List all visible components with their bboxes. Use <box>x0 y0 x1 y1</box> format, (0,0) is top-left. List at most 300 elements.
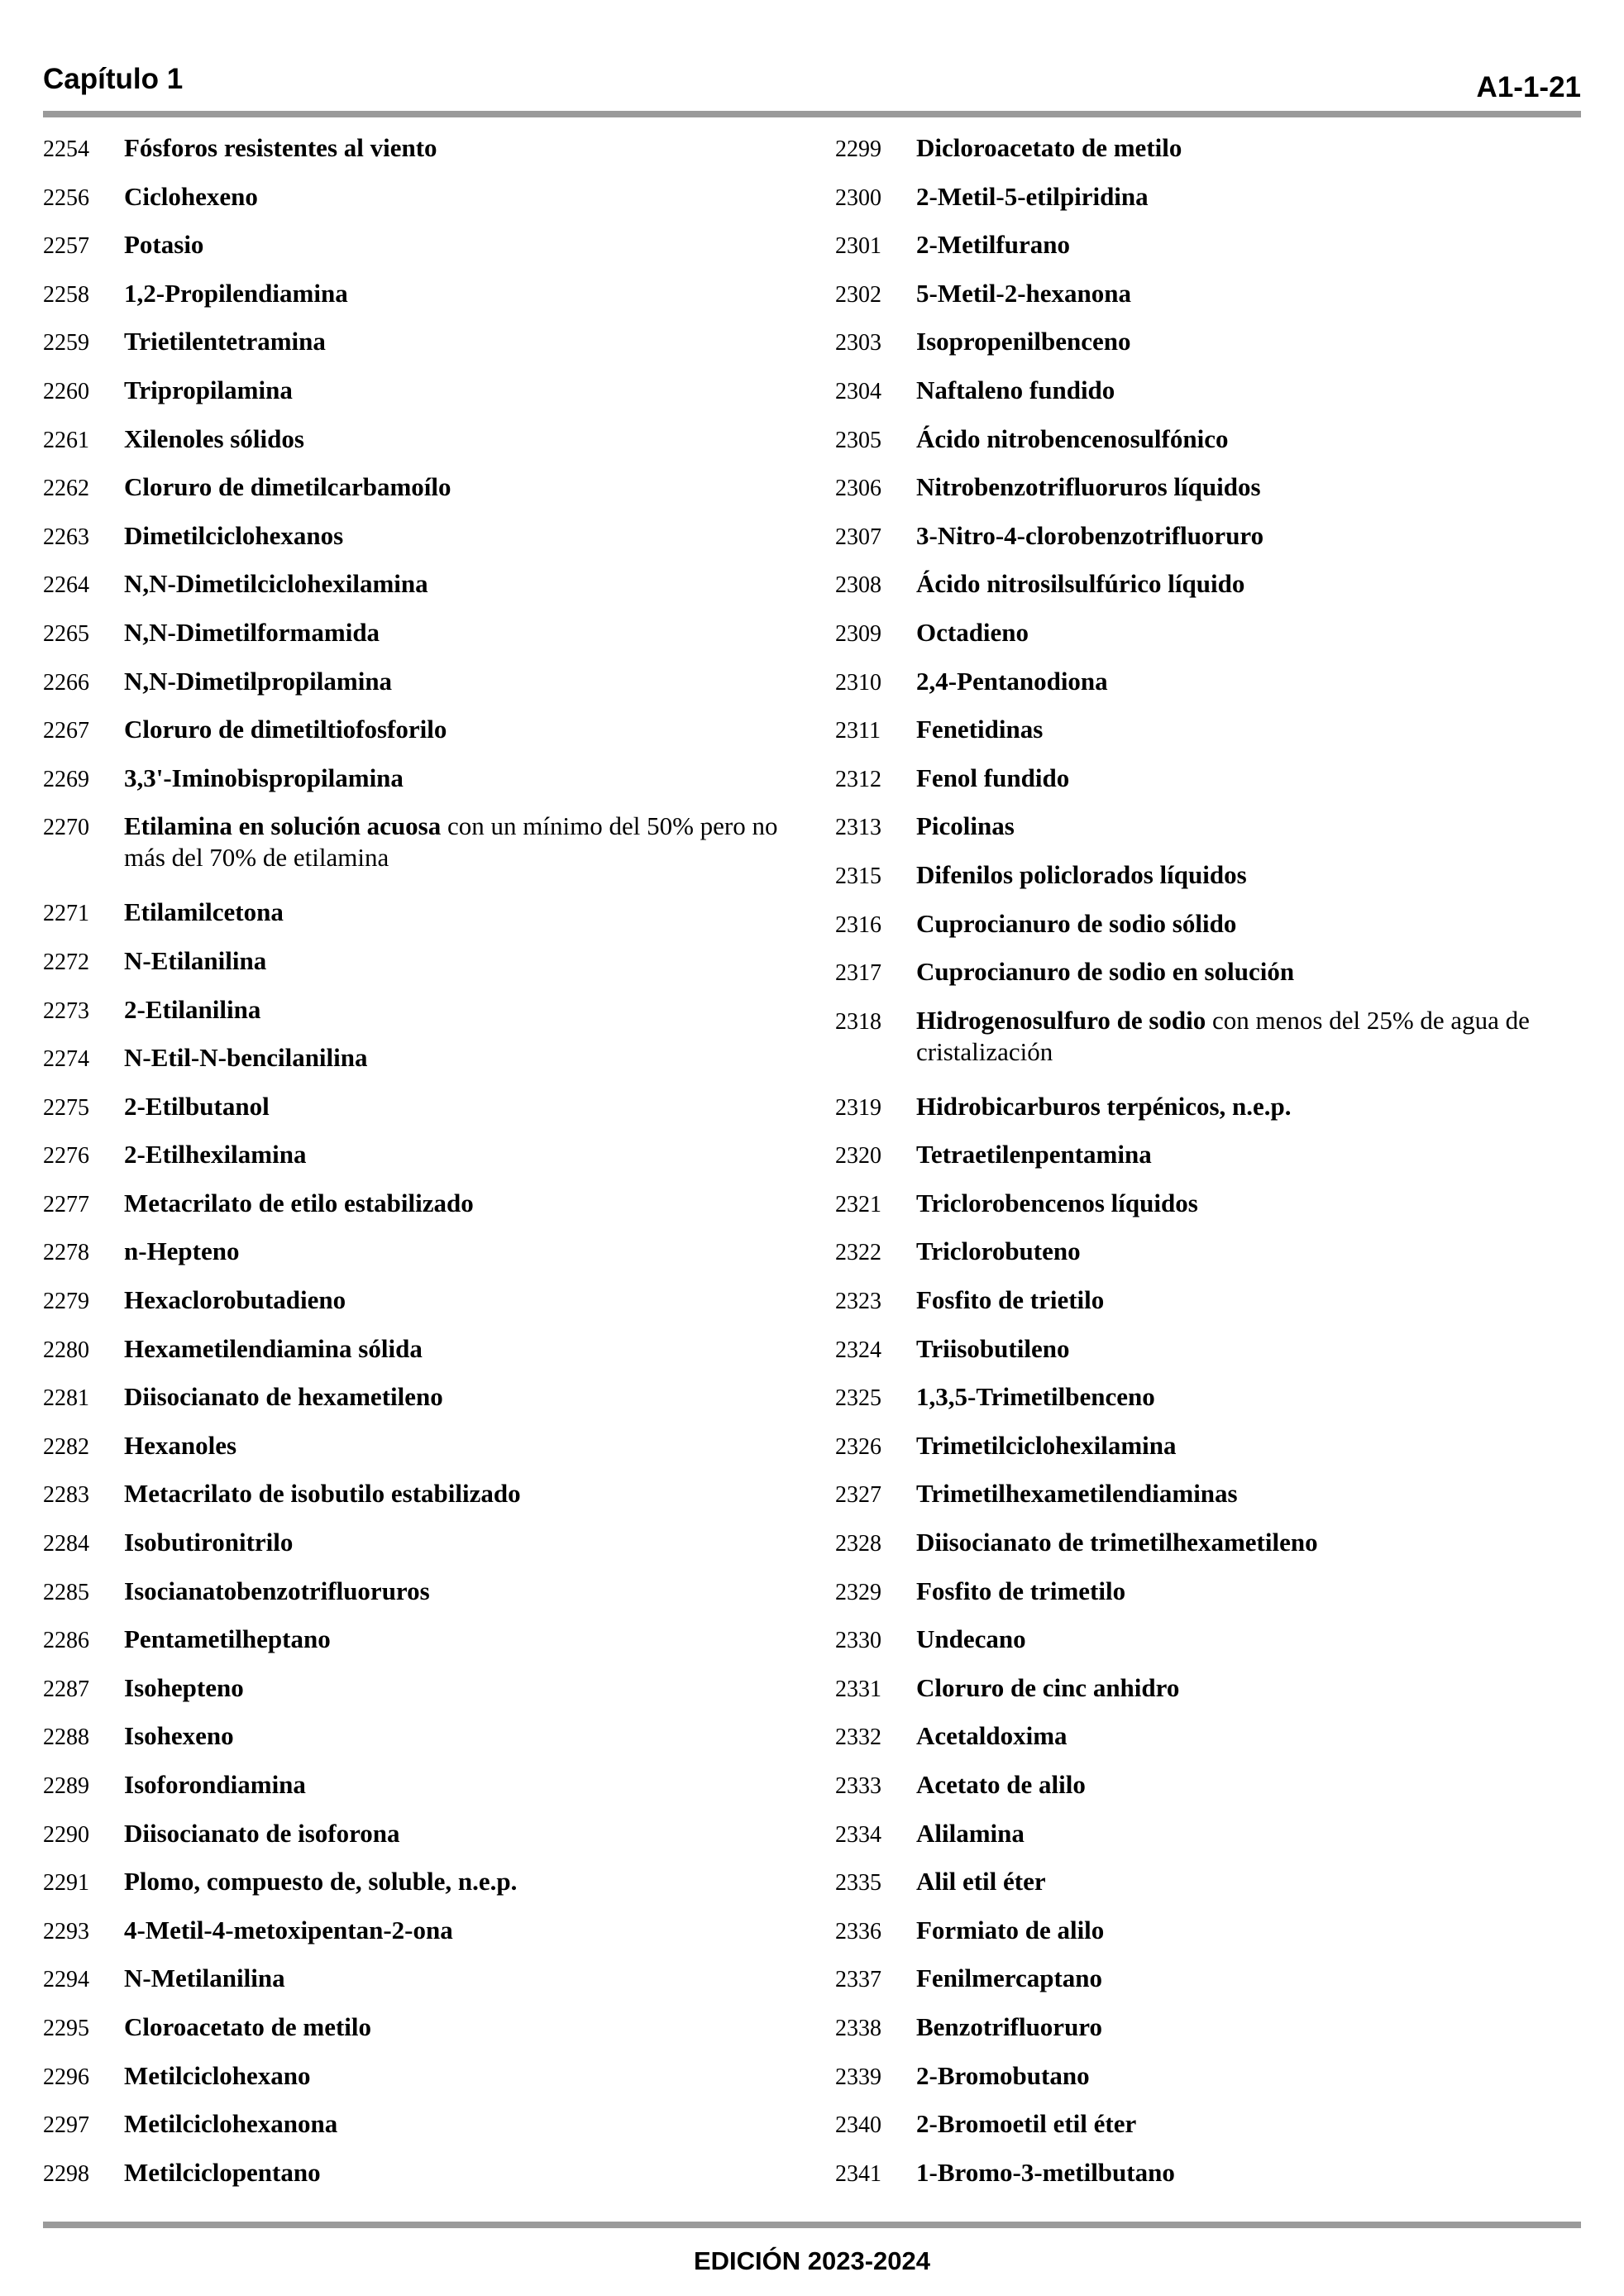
un-entry <box>835 1478 1579 1527</box>
un-number: 2336 <box>835 1918 881 1944</box>
substance-name-bold: 5-Metil-2-hexanona <box>916 278 1132 308</box>
substance-name <box>124 568 787 600</box>
substance-name-bold: Triclorobencenos líquidos <box>916 1188 1198 1217</box>
substance-name <box>916 1963 1579 1994</box>
un-number: 2295 <box>43 2015 89 2041</box>
un-entry <box>835 1091 1579 1140</box>
substance-name <box>124 520 787 552</box>
un-entry <box>835 666 1579 715</box>
un-number: 2256 <box>43 184 89 211</box>
un-entry <box>835 1381 1579 1430</box>
un-entry <box>43 1188 787 1236</box>
un-entry <box>835 1769 1579 1818</box>
un-entry <box>43 1818 787 1867</box>
substance-name-bold: Etilamina en solución acuosa <box>124 811 442 841</box>
un-number: 2312 <box>835 766 881 792</box>
substance-name <box>916 1576 1579 1607</box>
substance-name-bold: Cuprocianuro de sodio sólido <box>916 908 1237 938</box>
substance-name <box>124 2011 787 2043</box>
page-header <box>43 60 1581 112</box>
un-entry <box>43 326 787 375</box>
un-entry <box>43 2011 787 2060</box>
un-number: 2301 <box>835 233 881 260</box>
substance-qualifier: con un mínimo del 50% pero no más del 70% de etilamina <box>124 811 778 873</box>
un-number: 2306 <box>835 476 881 502</box>
un-entry <box>43 617 787 666</box>
un-number: 2266 <box>43 669 89 696</box>
substance-name <box>124 1333 787 1365</box>
un-number: 2311 <box>835 718 881 744</box>
substance-name <box>916 666 1579 697</box>
un-number: 2286 <box>43 1628 89 1654</box>
un-number: 2322 <box>835 1240 881 1266</box>
substance-name <box>916 1624 1579 1655</box>
substance-name <box>916 326 1579 357</box>
substance-name <box>916 714 1579 745</box>
un-number: 2259 <box>43 330 89 356</box>
substance-name-bold: 3-Nitro-4-clorobenzotrifluoruro <box>916 520 1264 550</box>
un-number: 2310 <box>835 669 881 696</box>
substance-name <box>124 1188 787 1219</box>
un-number: 2325 <box>835 1385 881 1412</box>
substance-name <box>916 1915 1579 1946</box>
substance-name-bold: Nitrobenzotrifluoruros líquidos <box>916 472 1261 502</box>
un-number: 2267 <box>43 718 89 744</box>
substance-name <box>916 2060 1579 2092</box>
substance-name <box>124 1478 787 1509</box>
substance-name <box>916 278 1579 309</box>
un-entry <box>835 2011 1579 2060</box>
substance-name-bold: Picolinas <box>916 811 1015 841</box>
substance-name <box>124 1624 787 1655</box>
substance-name-bold: Isocianatobenzotrifluoruros <box>124 1576 430 1605</box>
substance-name <box>124 375 787 406</box>
un-number: 2335 <box>835 1870 881 1897</box>
un-entry <box>43 1915 787 1964</box>
substance-name <box>916 471 1579 503</box>
substance-name-bold: 3,3'-Iminobispropilamina <box>124 763 404 792</box>
substance-name-bold: Naftaleno fundido <box>916 375 1115 404</box>
un-number: 2334 <box>835 1821 881 1848</box>
un-entry <box>43 229 787 278</box>
un-number: 2288 <box>43 1724 89 1751</box>
un-number: 2315 <box>835 863 881 889</box>
un-entry <box>835 229 1579 278</box>
substance-name-bold: Cloruro de cinc anhidro <box>916 1672 1180 1702</box>
substance-name <box>124 1818 787 1849</box>
substance-name <box>916 1381 1579 1413</box>
un-number: 2265 <box>43 620 89 647</box>
un-entry <box>43 1091 787 1140</box>
un-number: 2287 <box>43 1676 89 1702</box>
substance-name <box>916 1430 1579 1461</box>
un-number: 2302 <box>835 281 881 308</box>
un-number: 2282 <box>43 1433 89 1460</box>
substance-name <box>916 617 1579 648</box>
substance-name-bold: Metilciclohexano <box>124 2060 311 2090</box>
substance-name <box>124 714 787 745</box>
substance-name-bold: Dicloroacetato de metilo <box>916 133 1182 162</box>
substance-name-bold: Hexametilendiamina sólida <box>124 1333 423 1363</box>
un-entry <box>835 423 1579 472</box>
un-entry <box>43 1381 787 1430</box>
substance-name <box>916 568 1579 600</box>
substance-name-bold: 1,2-Propilendiamina <box>124 278 348 308</box>
un-number: 2332 <box>835 1724 881 1751</box>
substance-name <box>124 1042 787 1074</box>
un-entry <box>835 1430 1579 1479</box>
substance-name <box>124 278 787 309</box>
un-entry <box>43 1478 787 1527</box>
substance-name-bold: Fenol fundido <box>916 763 1070 792</box>
un-entry <box>43 568 787 617</box>
substance-name <box>916 1005 1579 1068</box>
un-entry <box>43 1284 787 1333</box>
substance-name-bold: Isohepteno <box>124 1672 244 1702</box>
un-entry <box>835 908 1579 957</box>
substance-name <box>124 229 787 261</box>
substance-name-bold: 2-Metil-5-etilpiridina <box>916 181 1149 211</box>
un-number: 2261 <box>43 427 89 453</box>
un-entry <box>835 1672 1579 1721</box>
un-entry <box>835 617 1579 666</box>
un-number: 2316 <box>835 911 881 938</box>
un-entry <box>835 2060 1579 2109</box>
un-entry <box>835 326 1579 375</box>
un-entry <box>43 1430 787 1479</box>
substance-name-bold: Cloroacetato de metilo <box>124 2011 371 2041</box>
un-number: 2280 <box>43 1337 89 1363</box>
substance-name-bold: Trietilentetramina <box>124 327 326 356</box>
un-entry <box>835 2157 1579 2206</box>
substance-name-bold: Hidrogenosulfuro de sodio <box>916 1005 1206 1035</box>
un-number: 2290 <box>43 1821 89 1848</box>
un-number: 2338 <box>835 2015 881 2041</box>
substance-name <box>916 1236 1579 1267</box>
un-number: 2298 <box>43 2160 89 2187</box>
un-number: 2319 <box>835 1094 881 1121</box>
substance-name-bold: 2-Etilbutanol <box>124 1091 270 1121</box>
substance-name <box>916 1672 1579 1704</box>
substance-name-bold: N,N-Dimetilformamida <box>124 617 380 647</box>
un-entry <box>835 2108 1579 2157</box>
substance-name <box>124 2157 787 2188</box>
substance-name-bold: Octadieno <box>916 617 1029 647</box>
un-entry <box>43 2157 787 2206</box>
un-entry <box>43 1769 787 1818</box>
un-entry <box>43 1042 787 1091</box>
un-number: 2260 <box>43 378 89 404</box>
substance-name-bold: Xilenoles sólidos <box>124 423 304 453</box>
un-number: 2263 <box>43 524 89 550</box>
un-entry <box>43 2108 787 2157</box>
un-number: 2309 <box>835 620 881 647</box>
edition-footer: EDICIÓN 2023-2024 <box>693 2246 931 2275</box>
substance-name <box>124 763 787 794</box>
substance-name-bold: Difenilos policlorados líquidos <box>916 859 1247 889</box>
substance-name <box>916 859 1579 891</box>
un-entry <box>835 1005 1579 1091</box>
un-number: 2307 <box>835 524 881 550</box>
un-number: 2257 <box>43 233 89 260</box>
substance-name-bold: Diisocianato de isoforona <box>124 1818 400 1848</box>
un-number: 2285 <box>43 1579 89 1605</box>
substance-name-bold: Cuprocianuro de sodio en solución <box>916 957 1295 987</box>
substance-name <box>916 763 1579 794</box>
substance-name <box>124 1091 787 1122</box>
substance-name <box>124 471 787 503</box>
un-number: 2303 <box>835 330 881 356</box>
substance-name-bold: 2-Metilfurano <box>916 230 1070 260</box>
substance-name <box>124 1866 787 1897</box>
un-entry <box>835 132 1579 181</box>
un-entry <box>835 1963 1579 2011</box>
substance-name-bold: Acetaldoxima <box>916 1721 1068 1751</box>
un-entry <box>835 1915 1579 1964</box>
un-entry <box>835 520 1579 569</box>
substance-name-bold: Metilciclohexanona <box>124 2109 338 2139</box>
substance-name-bold: Ciclohexeno <box>124 181 258 211</box>
un-number: 2271 <box>43 901 89 927</box>
un-number: 2254 <box>43 136 89 162</box>
substance-name <box>916 1188 1579 1219</box>
footer-rule <box>43 2222 1581 2228</box>
un-number: 2278 <box>43 1240 89 1266</box>
substance-name <box>916 908 1579 940</box>
substance-name-bold: Metilciclopentano <box>124 2157 321 2187</box>
un-entry <box>835 1576 1579 1624</box>
un-entry <box>43 897 787 945</box>
substance-name <box>124 2108 787 2140</box>
un-entry <box>43 714 787 763</box>
left-column <box>43 132 787 2205</box>
substance-name-bold: Metacrilato de isobutilo estabilizado <box>124 1479 521 1509</box>
substance-name <box>124 617 787 648</box>
un-entry <box>43 181 787 230</box>
substance-name-bold: Fosfito de trietilo <box>916 1285 1105 1315</box>
substance-name-bold: Isopropenilbenceno <box>916 327 1131 356</box>
un-number: 2291 <box>43 1870 89 1897</box>
substance-name-bold: Diisocianato de trimetilhexametileno <box>916 1528 1318 1557</box>
un-entry <box>835 1139 1579 1188</box>
un-number: 2273 <box>43 997 89 1024</box>
substance-name-bold: Cloruro de dimetiltiofosforilo <box>124 715 447 744</box>
un-entry <box>835 471 1579 520</box>
un-entry <box>43 132 787 181</box>
page-number: A1-1-21 <box>1476 71 1581 103</box>
un-number: 2262 <box>43 476 89 502</box>
substance-name <box>916 375 1579 406</box>
substance-name <box>124 1672 787 1704</box>
substance-name-bold: 2-Bromoetil etil éter <box>916 2109 1137 2139</box>
un-entry <box>835 1333 1579 1382</box>
un-number: 2276 <box>43 1143 89 1170</box>
substance-name-bold: Plomo, compuesto de, soluble, n.e.p. <box>124 1867 518 1897</box>
un-number: 2321 <box>835 1191 881 1217</box>
un-number: 2324 <box>835 1337 881 1363</box>
un-entry <box>43 1527 787 1576</box>
substance-name <box>916 1139 1579 1170</box>
un-entry <box>43 1720 787 1769</box>
un-number: 2272 <box>43 949 89 975</box>
un-number: 2283 <box>43 1482 89 1509</box>
substance-name-bold: 2-Etilanilina <box>124 994 261 1024</box>
substance-name-bold: Ácido nitrosilsulfúrico líquido <box>916 569 1245 599</box>
un-entry <box>43 1139 787 1188</box>
un-entry <box>43 520 787 569</box>
un-number: 2337 <box>835 1967 881 1993</box>
substance-name-bold: Metacrilato de etilo estabilizado <box>124 1188 474 1217</box>
un-entry <box>43 1866 787 1915</box>
un-entry <box>835 1236 1579 1284</box>
un-entry <box>835 811 1579 859</box>
substance-name <box>916 1818 1579 1849</box>
un-number: 2339 <box>835 2064 881 2090</box>
substance-name <box>124 1720 787 1752</box>
un-entry <box>43 1333 787 1382</box>
un-entry <box>43 1963 787 2011</box>
substance-name <box>916 2011 1579 2043</box>
substance-name-bold: Ácido nitrobencenosulfónico <box>916 423 1229 453</box>
substance-name-bold: 2-Bromobutano <box>916 2060 1090 2090</box>
substance-name-bold: Tripropilamina <box>124 375 293 404</box>
un-entry <box>43 1624 787 1672</box>
un-number: 2330 <box>835 1628 881 1654</box>
substance-name-bold: Fosfito de trimetilo <box>916 1576 1126 1605</box>
un-number: 2327 <box>835 1482 881 1509</box>
substance-name <box>916 1091 1579 1122</box>
right-column <box>835 132 1579 2205</box>
substance-name <box>124 2060 787 2092</box>
un-number: 2340 <box>835 2112 881 2139</box>
un-entry <box>43 471 787 520</box>
substance-name-bold: 2-Etilhexilamina <box>124 1140 307 1170</box>
substance-name-bold: Acetato de alilo <box>916 1770 1086 1799</box>
substance-name <box>916 1720 1579 1752</box>
substance-name <box>124 945 787 977</box>
substance-name-bold: 1-Bromo-3-metilbutano <box>916 2157 1175 2187</box>
un-number: 2304 <box>835 378 881 404</box>
un-number: 2329 <box>835 1579 881 1605</box>
substance-name-bold: Trimetilciclohexilamina <box>916 1430 1177 1460</box>
un-number: 2317 <box>835 960 881 987</box>
substance-name-bold: Tetraetilenpentamina <box>916 1140 1152 1170</box>
un-number: 2308 <box>835 572 881 599</box>
substance-name-bold: Alil etil éter <box>916 1867 1046 1897</box>
substance-name <box>124 897 787 928</box>
un-number: 2323 <box>835 1289 881 1315</box>
substance-name <box>916 1284 1579 1316</box>
un-number: 2275 <box>43 1094 89 1121</box>
substance-name-bold: N-Metilanilina <box>124 1964 285 1993</box>
substance-name <box>124 1769 787 1801</box>
substance-name <box>124 1963 787 1994</box>
substance-name-bold: Etilamilcetona <box>124 897 284 927</box>
un-entry <box>43 1236 787 1284</box>
un-number: 2296 <box>43 2064 89 2090</box>
un-entry <box>835 1284 1579 1333</box>
un-entry <box>43 1672 787 1721</box>
substance-name <box>916 956 1579 988</box>
substance-name-bold: Cloruro de dimetilcarbamoílo <box>124 472 451 502</box>
chapter-title: Capítulo 1 <box>43 63 184 95</box>
substance-name <box>916 2108 1579 2140</box>
substance-name <box>124 1236 787 1267</box>
substance-name <box>916 2157 1579 2188</box>
substance-name-bold: Benzotrifluoruro <box>916 2011 1103 2041</box>
un-number: 2297 <box>43 2112 89 2139</box>
un-number: 2333 <box>835 1773 881 1799</box>
substance-name-bold: Fenilmercaptano <box>916 1964 1103 1993</box>
un-entry <box>43 2060 787 2109</box>
un-number: 2293 <box>43 1918 89 1944</box>
substance-name-bold: Undecano <box>916 1624 1026 1654</box>
un-number: 2299 <box>835 136 881 162</box>
un-number: 2300 <box>835 184 881 211</box>
un-entry <box>835 1188 1579 1236</box>
un-entry <box>835 181 1579 230</box>
un-entry <box>835 1720 1579 1769</box>
substance-name-bold: N-Etil-N-bencilanilina <box>124 1043 368 1073</box>
un-number: 2326 <box>835 1433 881 1460</box>
substance-name <box>124 666 787 697</box>
un-entry <box>43 811 787 897</box>
substance-name <box>124 1915 787 1946</box>
substance-name <box>916 1478 1579 1509</box>
substance-name-bold: 1,3,5-Trimetilbenceno <box>916 1382 1155 1412</box>
un-number: 2320 <box>835 1143 881 1170</box>
substance-name-bold: Hidrobicarburos terpénicos, n.e.p. <box>916 1091 1292 1121</box>
substance-name-bold: Hexaclorobutadieno <box>124 1285 346 1315</box>
substance-name-bold: Triisobutileno <box>916 1333 1070 1363</box>
un-number: 2305 <box>835 427 881 453</box>
substance-name <box>124 181 787 213</box>
un-entry <box>43 423 787 472</box>
un-entry <box>835 1527 1579 1576</box>
substance-name <box>916 1769 1579 1801</box>
substance-name-bold: N-Etilanilina <box>124 945 267 975</box>
substance-name-bold: n-Hepteno <box>124 1236 240 1266</box>
un-entry <box>43 763 787 811</box>
substance-name-bold: Hexanoles <box>124 1430 237 1460</box>
un-entry <box>43 278 787 327</box>
substance-name-bold: Formiato de alilo <box>916 1915 1105 1944</box>
un-entry <box>835 1866 1579 1915</box>
substance-name-bold: 2,4-Pentanodiona <box>916 666 1108 696</box>
un-number: 2331 <box>835 1676 881 1702</box>
un-entry <box>835 763 1579 811</box>
substance-name <box>916 181 1579 213</box>
substance-name <box>124 1381 787 1413</box>
un-entry <box>43 994 787 1043</box>
substance-name-bold: Diisocianato de hexametileno <box>124 1382 443 1412</box>
substance-name-bold: N,N-Dimetilciclohexilamina <box>124 569 428 599</box>
substance-name <box>124 1527 787 1558</box>
un-entry <box>835 714 1579 763</box>
un-number: 2341 <box>835 2160 881 2187</box>
substance-name <box>916 1866 1579 1897</box>
substance-name <box>124 811 787 873</box>
substance-name <box>124 1576 787 1607</box>
substance-name-bold: N,N-Dimetilpropilamina <box>124 666 393 696</box>
substance-name-bold: Isobutironitrilo <box>124 1528 294 1557</box>
un-number: 2328 <box>835 1531 881 1557</box>
substance-name <box>916 132 1579 164</box>
un-entry <box>835 278 1579 327</box>
substance-name-bold: Fósforos resistentes al viento <box>124 133 437 162</box>
un-number: 2258 <box>43 281 89 308</box>
un-entry <box>835 568 1579 617</box>
